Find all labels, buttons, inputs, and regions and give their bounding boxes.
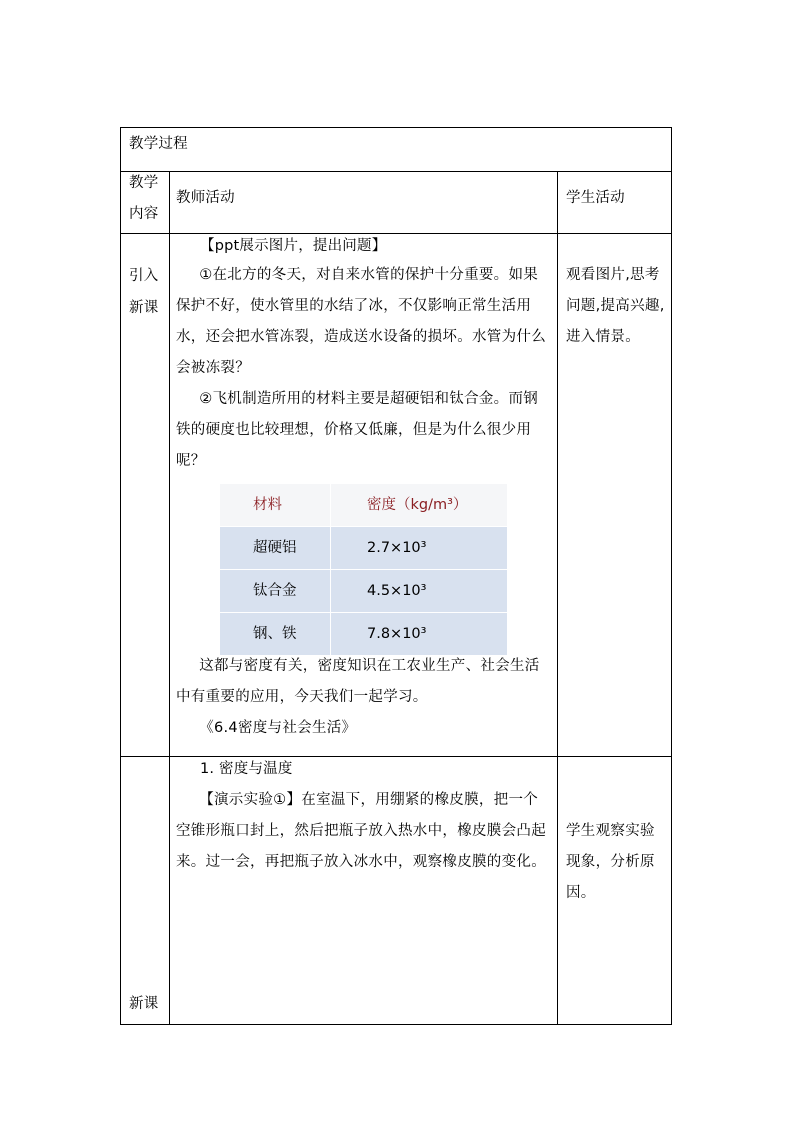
table-row [220, 527, 507, 570]
col-divider-student [557, 171, 558, 1025]
density-cell-material: 钢、铁 [253, 626, 297, 642]
table-title: 教学过程 [129, 136, 188, 152]
row2-student: 学生观察实验现象，分析原因。 [566, 823, 655, 901]
row1-teacher-block2 [176, 651, 552, 744]
density-header-density: 密度（kg/m³） [367, 497, 468, 513]
row2-teacher-block [176, 785, 552, 878]
row1-teacher-para1: ①在北方的冬天，对自来水管的保护十分重要。如果保护不好，使水管里的水结了冰，不仅影响正常生活用水，还会把水管冻裂，造成送水设备的损坏。水管为什么会被冻裂？ [176, 267, 546, 376]
density-cell-value: 2.7×10³ [367, 540, 427, 556]
row1-content-line2: 新课 [129, 300, 159, 316]
col-divider-content [169, 171, 170, 1025]
density-table-header [220, 484, 507, 527]
row1-teacher-para4: 《6.4密度与社会生活》 [199, 720, 357, 736]
row1-teacher-para2: ②飞机制造所用的材料主要是超硬铝和钛合金。而钢铁的硬度也比较理想，价格又低廉，但是为什么很少用呢？ [176, 391, 539, 469]
table-row [220, 613, 507, 656]
row1-teacher-heading: 【ppt展示图片，提出问题】 [200, 238, 387, 254]
row2-teacher-heading: 1. 密度与温度 [200, 761, 293, 777]
row1-content-line1: 引入 [129, 268, 159, 284]
density-table [220, 484, 507, 656]
table-row [220, 570, 507, 613]
row-divider-header [120, 233, 672, 234]
row-divider-intro [120, 756, 672, 757]
header-student: 学生活动 [566, 190, 625, 206]
density-cell-material: 钛合金 [253, 583, 297, 599]
row1-student: 观看图片,思考问题,提高兴趣,进入情景。 [566, 267, 665, 345]
density-header-material: 材料 [253, 497, 282, 513]
density-cell-material: 超硬铝 [253, 540, 297, 556]
density-cell-value: 4.5×10³ [367, 583, 427, 599]
row2-content: 新课 [129, 996, 159, 1012]
row1-teacher-para3: 这都与密度有关，密度知识在工农业生产、社会生活中有重要的应用，今天我们一起学习。 [176, 658, 540, 705]
row2-teacher-para1: 【演示实验①】在室温下，用绷紧的橡皮膜，把一个空锥形瓶口封上，然后把瓶子放入热水中，橡皮膜会凸起来。过一会，再把瓶子放入冰水中，观察橡皮膜的变化。 [176, 792, 546, 870]
row1-teacher-block1 [176, 260, 552, 477]
header-teacher: 教师活动 [176, 190, 235, 206]
density-cell-value: 7.8×10³ [367, 626, 427, 642]
header-content-line2: 内容 [129, 206, 159, 222]
header-content-line1: 教学 [129, 175, 159, 191]
row-divider-title [120, 171, 672, 172]
